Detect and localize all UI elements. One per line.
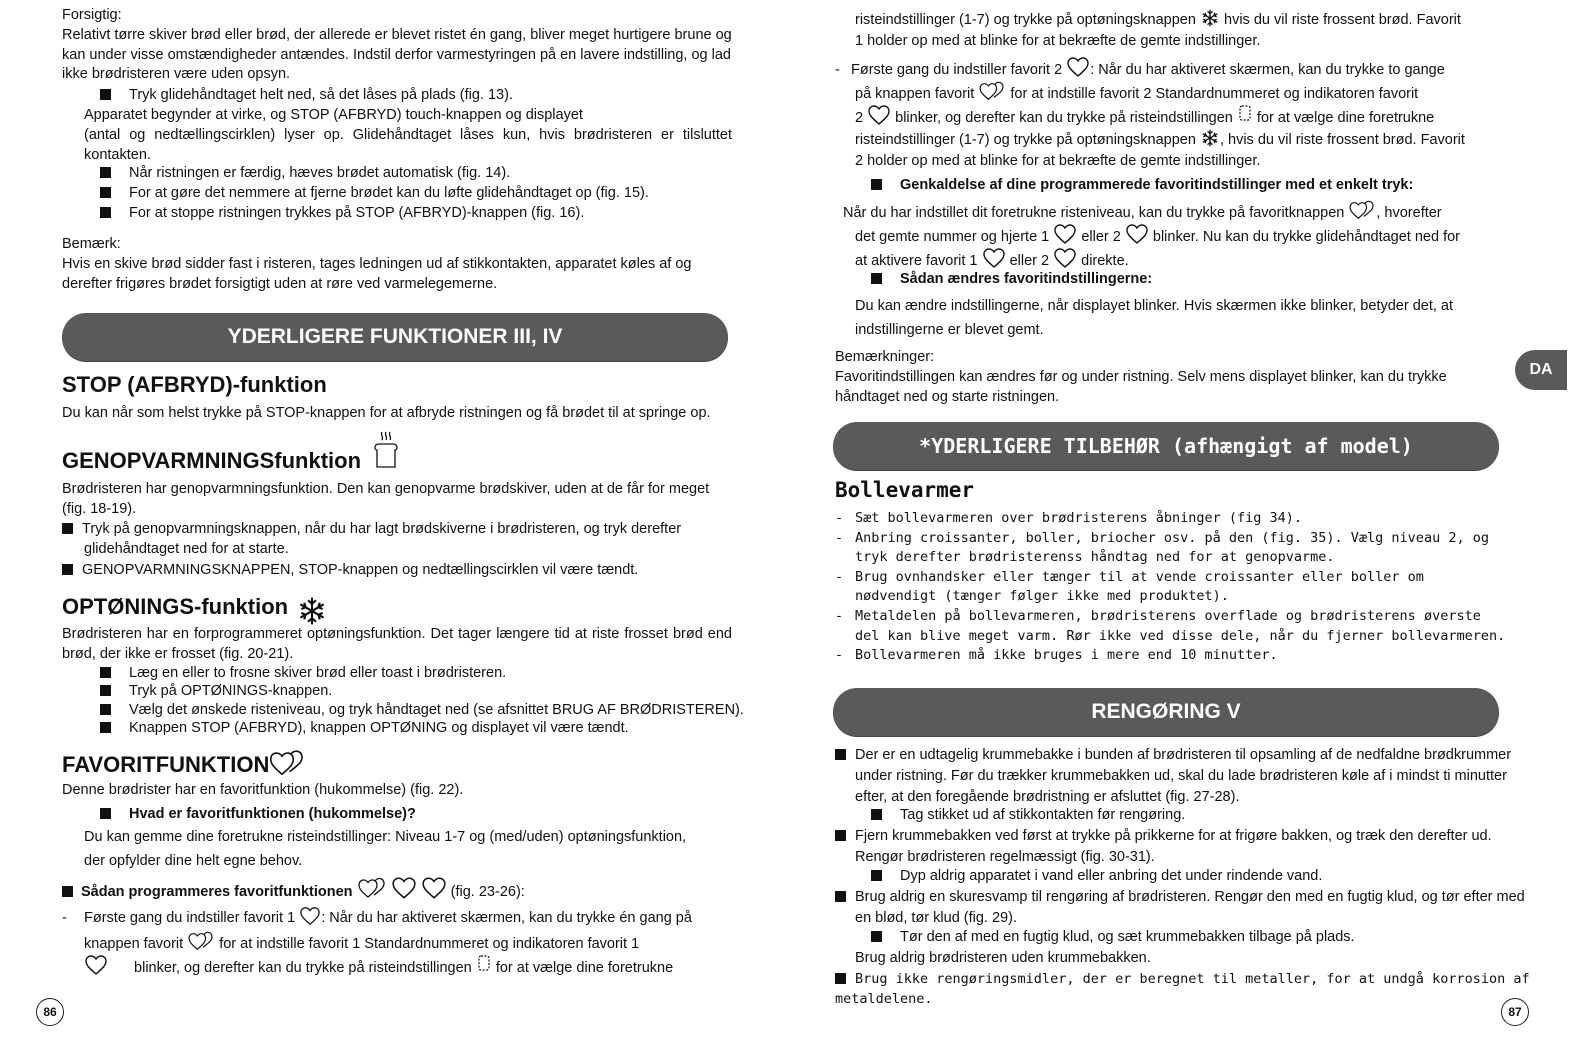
favorite-1-continued: 1 holder op med at blinke for at bekræfte de gemte indstillinger.	[855, 33, 1261, 49]
favorite-icon	[1348, 199, 1376, 221]
heart-2-icon	[1066, 56, 1090, 78]
reheat-heading: GENOPVARMNINGSfunktion	[62, 448, 362, 473]
cleaning-item: Brug aldrig en skuresvamp til rengøring af brødristeren. Rengør den med en fugtig klud, og tør efter med en blød, tør klud (fig. 29).	[835, 887, 1531, 929]
recall-heading: Genkaldelse af dine programmerede favoritindstillinger med et enkelt tryk:	[871, 176, 1413, 196]
list-item: - Sæt bollevarmeren over brødristerens åbninger (fig 34).	[835, 510, 1303, 526]
first-favorite-2-line: risteindstillinger (1-7) og trykke på optøningsknappen , hvis du vil riste frossent brød. Favorit	[855, 128, 1545, 151]
favorite-icon	[357, 876, 387, 900]
bullet-item: Vælg det ønskede risteniveau, og tryk håndtaget ned (se afsnittet BRUG AF BRØDRISTEREN).	[100, 701, 744, 721]
favorite-text: Denne brødrister har en favoritfunktion (hukommelse) (fig. 22).	[62, 782, 464, 798]
favorite-heading: FAVORITFUNKTION	[62, 752, 270, 777]
list-item: - Bollevarmeren må ikke bruges i mere end 10 minutter.	[835, 647, 1278, 664]
cleaning-item: Fjern krummebakken ved først at trykke på prikkerne for at frigøre bakken, og træk den derefter ud. Rengør brødristeren regelmæssigt (fig. 30-31).	[835, 826, 1531, 868]
favorite-icon	[268, 748, 306, 778]
heart-1-icon	[299, 906, 321, 926]
heart-2-icon	[1125, 223, 1149, 245]
defrost-text: Brødristeren har en forprogrammeret optøningsfunktion. Det tager længere tid at riste frosset brød end brød, der ikke er frosset (fig. 20-21).	[62, 626, 732, 662]
favorite-question-text: der opfylder dine helt egne behov.	[84, 853, 303, 869]
cleaning-subitem: Tør den af med en fugtig klud, og sæt krummebakken tilbage på plads.	[871, 928, 1355, 948]
first-favorite-1-line: - Første gang du indstiller favorit 1 : Når du har aktiveret skærmen, kan du trykke én gang på	[62, 906, 742, 929]
favorite-question-text: Du kan gemme dine foretrukne risteindstillinger: Niveau 1-7 og (med/uden) optøningsfunktion,	[84, 829, 687, 845]
page-number: 87	[1501, 998, 1529, 1026]
recall-text: at aktivere favorit 1 eller 2 direkte.	[855, 247, 1129, 272]
heart-1-icon	[1053, 223, 1077, 245]
cleaning-item: Der er en udtagelig krummebakke i bunden af brødristeren til opsamling af de nedfaldne brødkrummer under ristning. Før du trækker krummebakken ud, skal du lade brødristeren køle af i mindst ti minutter efter, at den foregående brødristning er afsluttet (fig. 27-28).	[835, 745, 1531, 808]
heart-2-icon	[1053, 247, 1077, 269]
bullet-item: Tryk glidehåndtaget helt ned, så det låses på plads (fig. 13).	[100, 86, 513, 106]
snowflake-icon	[296, 595, 328, 627]
bullet-item: For at gøre det nemmere at fjerne brødet kan du løfte glidehåndtaget op (fig. 15).	[100, 184, 649, 204]
section-banner: *YDERLIGERE TILBEHØR (afhængigt af model)	[833, 422, 1499, 470]
heart-1-icon	[391, 876, 417, 900]
first-favorite-2-line: på knappen favorit for at indstille favorit 2 Standardnummeret og indikatoren favorit	[855, 80, 1535, 105]
favorite-icon	[187, 930, 215, 952]
first-favorite-1-line: knappen favorit for at indstille favorit 1 Standardnummeret og indikatoren favorit 1	[84, 930, 744, 955]
right-page	[789, 0, 1578, 1042]
first-favorite-2-line: - Første gang du indstiller favorit 2 : Når du har aktiveret skærmen, kan du trykke to gange	[835, 56, 1535, 81]
defrost-heading: OPTØNINGS-funktion	[62, 594, 289, 619]
heart-2-icon	[421, 876, 447, 900]
apparatus-line: (antal og nedtællingscirklen) lyser op. Glidehåndtaget låses kun, hvis brødristeren er tilsluttet kontakten.	[84, 127, 732, 163]
bullet-item: Knappen STOP (AFBRYD), knappen OPTØNING og displayet vil være tændt.	[100, 719, 629, 739]
change-heading: Sådan ændres favoritindstillingerne:	[871, 270, 1152, 290]
cleaning-item: Brug ikke rengøringsmidler, der er beregnet til metaller, for at undgå korrosion af metaldelene.	[835, 971, 1530, 1007]
notes-label: Bemærkninger:	[835, 349, 935, 365]
stop-text: Du kan når som helst trykke på STOP-knappen for at afbryde ristningen og få brødet til at springe op.	[62, 405, 711, 421]
note-text: Hvis en skive brød sidder fast i risteren, tages ledningen ud af stikkontakten, apparatet køles af og derefter frigøres brødet forsigtigt uden at røre ved varmelegemerne.	[62, 256, 692, 292]
caution-label: Forsigtig:	[62, 7, 122, 23]
heart-1-icon	[982, 247, 1006, 269]
reheat-text: Brødristeren har genopvarmningsfunktion. Den kan genopvarme brødskiver, uden at de får for meget (fig. 18-19).	[62, 481, 710, 517]
level-selector-icon	[1237, 104, 1253, 126]
stop-heading: STOP (AFBRYD)-funktion	[62, 372, 327, 397]
first-favorite-2-line: 2 holder op med at blinke for at bekræfte de gemte indstillinger.	[855, 153, 1261, 169]
cleaning-note: Brug aldrig brødristeren uden krummebakken.	[855, 950, 1151, 966]
bun-warmer-heading: Bollevarmer	[835, 478, 975, 502]
favorite-question: Hvad er favoritfunktionen (hukommelse)?	[100, 805, 416, 825]
bullet-item: Tryk på genopvarmningsknappen, når du har lagt brødskiverne i brødristeren, og tryk derefter glidehåndtaget ned for at starte.	[62, 520, 756, 559]
favorite-1-continued: risteindstillinger (1-7) og trykke på optøningsknappen hvis du vil riste frossent brød. Favorit	[855, 8, 1535, 31]
recall-text: Når du har indstillet dit foretrukne risteniveau, kan du trykke på favoritknappen , hvorefter	[843, 199, 1543, 224]
list-item: - Metaldelen på bollevarmeren, brødristerens overflade og brødristerens øverste del kan blive meget varm. Rør ikke ved disse dele, når du fjerner bollevarmeren.	[835, 607, 1506, 644]
note-label: Bemærk:	[62, 236, 121, 252]
reheat-icon	[373, 430, 399, 470]
bun-warmer-list	[835, 509, 1511, 666]
bullet-item: Tryk på OPTØNINGS-knappen.	[100, 682, 332, 702]
apparatus-line: Apparatet begynder at virke, og STOP (AFBRYD) touch-knappen og displayet	[84, 107, 583, 123]
section-banner: RENGØRING V	[833, 688, 1499, 736]
first-favorite-1-line: blinker, og derefter kan du trykke på risteindstillingen for at vælge dine foretrukne	[84, 954, 744, 979]
caution-text: Relativt tørre skiver brød eller brød, der allerede er blevet ristet én gang, bliver meget hurtigere brune og kan under visse omstændigheder antændes. Indstil derfor varmestyringen på en lavere indstilling, og lad ikke brødristeren være uden opsyn.	[62, 27, 732, 83]
heart-1-icon	[84, 954, 108, 976]
first-favorite-2-line: 2 blinker, og derefter kan du trykke på risteindstillingen for at vælge dine foretrukne	[855, 104, 1535, 129]
bullet-item: Når ristningen er færdig, hæves brødet automatisk (fig. 14).	[100, 164, 510, 184]
section-banner: YDERLIGERE FUNKTIONER III, IV	[62, 313, 728, 361]
language-tab: DA	[1515, 350, 1567, 390]
favorite-icon	[978, 80, 1006, 102]
bullet-item: GENOPVARMNINGSKNAPPEN, STOP-knappen og nedtællingscirklen vil være tændt.	[62, 561, 638, 581]
cleaning-subitem: Dyp aldrig apparatet i vand eller anbring det under rindende vand.	[871, 867, 1322, 887]
snowflake-icon	[1200, 128, 1220, 148]
list-item: - Brug ovnhandsker eller tænger til at vende croissanter eller boller om nødvendigt (tænger følger ikke med produktet).	[835, 568, 1424, 605]
bullet-item: For at stoppe ristningen trykkes på STOP (AFBRYD)-knappen (fig. 16).	[100, 204, 584, 224]
recall-text: det gemte nummer og hjerte 1 eller 2 blinker. Nu kan du trykke glidehåndtaget ned for	[855, 223, 1545, 248]
heart-2-icon	[867, 104, 891, 126]
snowflake-icon	[1200, 8, 1220, 28]
cleaning-subitem: Tag stikket ud af stikkontakten før rengøring.	[871, 806, 1185, 826]
change-text: Du kan ændre indstillingerne, når displayet blinker. Hvis skærmen ikke blinker, betyder det, at indstillingerne er blevet gemt.	[855, 298, 1454, 338]
list-item: - Anbring croissanter, boller, briocher osv. på den (fig. 35). Vælg niveau 2, og tryk derefter brødristerenss håndtag ned for at genopvarme.	[835, 529, 1489, 566]
level-selector-icon	[476, 954, 492, 976]
page-number: 86	[36, 998, 64, 1026]
bullet-item: Læg en eller to frosne skiver brød eller toast i brødristeren.	[100, 664, 506, 684]
notes-text: Favoritindstillingen kan ændres før og under ristning. Selv mens displayet blinker, kan du trykke håndtaget ned og starte ristningen.	[835, 369, 1447, 405]
favorite-program-heading: Sådan programmeres favoritfunktionen (fig. 23-26):	[62, 876, 525, 903]
